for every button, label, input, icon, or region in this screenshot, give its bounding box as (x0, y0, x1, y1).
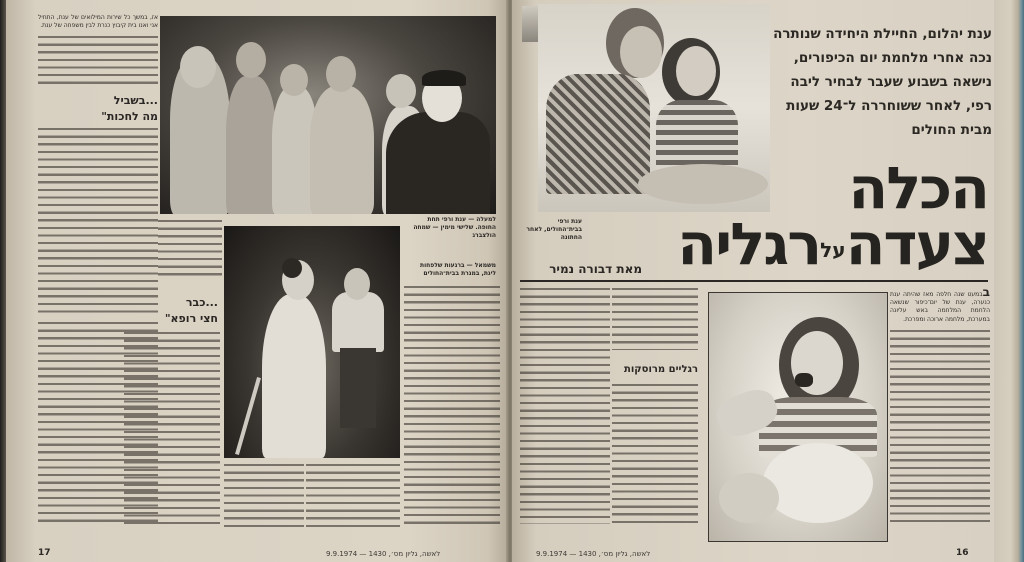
woman-face (676, 46, 716, 96)
bride-hair (282, 258, 302, 278)
rabbi-figure (386, 112, 490, 214)
groom-head (344, 268, 370, 300)
couple-sitting-photo (538, 4, 770, 212)
text-block (224, 464, 304, 528)
text-block (612, 384, 698, 524)
article-intro (762, 22, 992, 142)
folio-right: 9.9.1974 — 1430 ,לאשה, גליון מס׳ (536, 550, 651, 558)
groom-pants (340, 348, 376, 428)
byline-rule (520, 280, 988, 282)
left-page (6, 0, 508, 562)
skirt (763, 443, 873, 523)
intro-line: ענת יהלום, החיילת היחידה שנותרה (773, 26, 992, 42)
text-block (306, 464, 400, 528)
photo-figure (226, 76, 276, 214)
subhead-already: ...כבר (185, 296, 218, 309)
headline-line2 (677, 210, 988, 278)
folio-left: 9.9.1974 — 1430 ,לאשה, גליון מס׳ (326, 550, 441, 558)
text-block (38, 36, 158, 84)
intro-line: נישאה בשבוע שעבר לבחיר ליבה (790, 74, 992, 90)
subhead-half-doctor: חצי רופא" (164, 312, 218, 325)
photo-figure (310, 86, 374, 214)
page-number-left: 17 (38, 548, 51, 558)
subhead-what-wait: מה לחכות" (101, 110, 158, 123)
man-face (620, 26, 662, 78)
leg (719, 473, 779, 523)
drop-cap: ב (982, 288, 990, 299)
caption-couple-photo: ענת ורפי בבית־החולים, לאחר החתונה (526, 218, 582, 241)
intro-line: רפי, לאחר ששוחררה ל־24 שעות (786, 98, 992, 114)
page-number-right: 16 (956, 548, 969, 558)
intro-line: נכה אחרי מלחמת יום הכיפורים, (793, 50, 992, 66)
text-block (520, 288, 610, 524)
text-block (612, 288, 698, 350)
wedding-group-photo (160, 16, 496, 214)
rabbi-hat (422, 70, 466, 86)
legs (638, 164, 768, 204)
man-checked-shirt (546, 74, 650, 194)
groom-shirt (332, 292, 384, 352)
paragraph-text: אז, במשך כל שירות המילואים של ענת, התחיל אני ואנו בית קיבוץ כנרת לבין משפחה של ענת. (38, 14, 158, 30)
text-block (158, 220, 222, 280)
photo-figure (326, 56, 356, 92)
telephone-handset (795, 373, 813, 387)
caption-walking-photo: משמאל — ברגעות שלפחות ליגת, במגרת בבית־החולים (419, 262, 496, 277)
photo-figure (280, 64, 308, 96)
paragraph-text: במעט שנה חלפה מאז שהיתה ענת כנערה, ענת של יום־כיפור שנשאה הלחמת המלחמה באש עליונה במערכת, מלחמה ארוכה ומפרכת. (890, 291, 990, 323)
book-edge-right (994, 0, 1024, 562)
text-block (38, 128, 158, 318)
caption-top-photo: למעלה — ענת ורפי תחת החופה. שלישי מימין — שמחה הולצברג (413, 216, 496, 239)
subhead-walking-legs: רגליים מרוסקות (624, 364, 698, 375)
photo-figure (180, 46, 216, 88)
subhead-for-what: ...בשביל (113, 94, 158, 107)
bride-walking-photo (224, 226, 400, 458)
headline-word: רגליה (677, 210, 821, 278)
photo-figure (236, 42, 266, 78)
headline-line1: הכלה (848, 154, 988, 222)
photo-figure (386, 74, 416, 108)
headline-small-word: על (820, 238, 846, 262)
byline: מאת דבורה נמיר (549, 262, 642, 276)
bride-dress (262, 294, 326, 458)
text-block (404, 286, 500, 528)
lead-paragraph (890, 288, 990, 328)
text-block (124, 332, 220, 528)
crutch (235, 377, 261, 455)
headline-word: צעדה (845, 210, 988, 278)
right-page (512, 0, 994, 562)
bride-phone-photo (708, 292, 888, 542)
text-block (890, 330, 990, 524)
intro-line: מבית החולים (911, 122, 992, 138)
